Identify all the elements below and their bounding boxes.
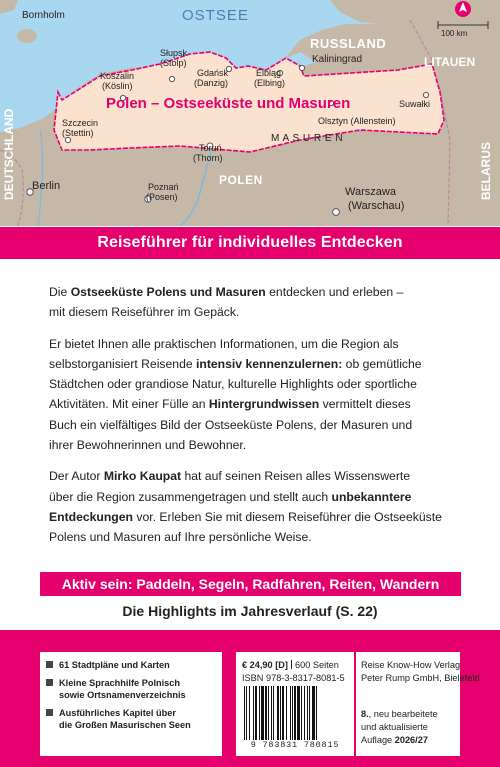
barcode-bar	[277, 686, 279, 740]
barcode-bar	[294, 686, 296, 740]
p2-bold: Hintergrundwissen	[208, 397, 320, 412]
paragraph-3	[49, 466, 459, 547]
barcode-bar	[268, 686, 269, 740]
price-box	[236, 652, 354, 756]
compass-icon	[455, 1, 471, 17]
banner-activities: Aktiv sein: Paddeln, Segeln, Radfahren, Reiten, Wandern	[40, 572, 461, 596]
bullet-square-icon	[46, 679, 53, 686]
barcode-bar	[290, 686, 291, 740]
city-dot-suwalki	[423, 92, 428, 97]
barcode-bar	[292, 686, 293, 740]
label-bornholm: Bornholm	[22, 10, 65, 21]
barcode-bar	[280, 686, 281, 740]
page-count: 600 Seiten	[294, 660, 339, 670]
region-map	[0, 0, 500, 226]
city-dot-szczecin	[65, 137, 70, 142]
feature-line: sowie Ortsnamenverzeichnis	[59, 690, 186, 700]
barcode-bar	[265, 686, 267, 740]
label-region-title: Polen – Ostseeküste und Masuren	[106, 95, 351, 112]
label-torun: Toruń	[199, 143, 222, 153]
feature-line: die Großen Masurischen Seen	[59, 720, 191, 730]
barcode-bar	[312, 686, 315, 740]
label-litauen: LITAUEN	[424, 55, 476, 69]
edition-text: Auflage	[361, 735, 395, 745]
p2-text: Er bietet Ihnen alle praktischen Informationen, um die Region als	[49, 336, 399, 351]
barcode-bar	[304, 686, 305, 740]
p3-text: Der Autor	[49, 469, 104, 484]
feature-item	[46, 707, 191, 731]
bornholm-island	[17, 29, 37, 43]
p1-text: entdecken und erleben –	[265, 285, 404, 299]
label-poznan: Poznań	[148, 182, 179, 192]
barcode-bar	[307, 686, 308, 740]
barcode-bar	[249, 686, 250, 740]
feature-line: Ausführliches Kapitel über	[59, 708, 176, 718]
feature-item	[46, 677, 186, 701]
barcode-bar	[259, 686, 260, 740]
label-gdansk: Gdańsk	[197, 68, 229, 78]
label-gdansk-de: (Danzig)	[194, 78, 229, 88]
publisher-address: Peter Rump GmbH, Bielefeld	[361, 673, 480, 683]
label-koszalin: Koszalin	[100, 71, 135, 81]
edition-line-2: und aktualisierte	[361, 722, 428, 732]
label-suwalki: Suwałki	[399, 99, 431, 109]
label-berlin: Berlin	[32, 180, 61, 192]
barcode-bar	[297, 686, 300, 740]
barcode-bar	[246, 686, 247, 740]
barcode-bar	[271, 686, 272, 740]
edition-line-1	[361, 708, 438, 720]
barcode-bar	[244, 686, 245, 740]
feature-line: 61 Stadtpläne und Karten	[59, 660, 170, 670]
price-line	[242, 659, 339, 671]
barcode	[242, 686, 348, 740]
label-slupsk-de: (Stolp)	[160, 58, 187, 68]
barcode-bar	[301, 686, 302, 740]
label-slupsk: Słupsk	[160, 48, 188, 58]
label-szczecin: Szczecin	[62, 118, 99, 128]
label-kaliningrad: Kaliningrad	[312, 54, 363, 65]
label-russland: RUSSLAND	[310, 36, 387, 51]
label-ostsee: OSTSEE	[182, 7, 249, 24]
p1-bold: Ostseeküste Polens und Masuren	[70, 285, 266, 299]
label-elblag-de: (Elbing)	[254, 78, 286, 88]
highlights-line: Die Highlights im Jahresverlauf (S. 22)	[122, 603, 378, 619]
feature-item	[46, 659, 170, 671]
paragraph-1	[49, 282, 459, 323]
edition-text: , neu bearbeitete	[368, 709, 438, 719]
isbn: ISBN 978-3-8317-8081-5	[242, 673, 345, 683]
p2-text: Städtchen oder grandiose Natur, kulturelle Highlights oder sportliche	[49, 377, 417, 392]
label-poznan-de: (Posen)	[146, 192, 178, 202]
edition-number: 8.	[361, 709, 369, 719]
banner-top: Reiseführer für individuelles Entdecken	[0, 227, 500, 259]
barcode-bar	[309, 686, 310, 740]
p2-text: Aktivitäten. Mit einer Fülle an	[49, 397, 209, 412]
city-dot-warszawa	[333, 209, 340, 216]
description	[49, 282, 459, 559]
barcode-bar	[282, 686, 284, 740]
price: € 24,90 [D]	[242, 660, 288, 670]
p3-text: hat auf seinen Reisen alles Wissenswerte	[181, 469, 411, 484]
features-box	[40, 652, 222, 756]
p1-text: mit diesem Reiseführer im Gepäck.	[49, 305, 240, 320]
barcode-bar	[255, 686, 257, 740]
label-scale: 100 km	[441, 29, 468, 38]
label-koszalin-de: (Köslin)	[102, 81, 133, 91]
label-warszawa: Warszawa	[345, 186, 396, 198]
p3-text: Polens und Masuren auf Ihre persönliche Weise.	[49, 530, 312, 545]
bullet-square-icon	[46, 709, 53, 716]
p1-text: Die	[49, 285, 71, 299]
city-dot-slupsk	[169, 76, 174, 81]
barcode-bar	[261, 686, 264, 740]
p2-text: ob gemütliche	[342, 356, 422, 371]
bullet-square-icon	[46, 661, 53, 668]
p3-bold: Mirko Kaupat	[103, 469, 182, 484]
label-polen: POLEN	[219, 173, 263, 187]
publisher-box	[356, 652, 480, 756]
p2-text: selbstorganisiert Reisende	[49, 356, 197, 371]
p2-text: vermittelt dieses	[319, 397, 411, 412]
feature-line: Kleine Sprachhilfe Polnisch	[59, 678, 180, 688]
label-olsztyn: Olsztyn (Allenstein)	[318, 116, 396, 126]
label-warszawa-de: (Warschau)	[348, 200, 405, 212]
label-szczecin-de: (Stettin)	[62, 128, 94, 138]
barcode-bar	[286, 686, 287, 740]
barcode-bar	[316, 686, 317, 740]
label-masuren: M A S U R E N	[271, 133, 344, 144]
label-torun-de: (Thorn)	[193, 153, 223, 163]
p2-bold: intensiv kennenzulernen:	[196, 356, 343, 371]
p3-text: vor. Erleben Sie mit diesem Reiseführer die Ostseeküste	[132, 509, 442, 524]
barcode-bar	[273, 686, 274, 740]
label-belarus: BELARUS	[479, 141, 493, 200]
p2-text: Buch ein vielfältiges Bild der Ostseeküste Polens, der Masuren und	[49, 417, 413, 432]
label-elblag: Elbląg	[256, 68, 282, 78]
p3-bold: unbekanntere	[331, 489, 412, 504]
p3-bold: Entdeckungen	[49, 509, 133, 524]
city-dot-kaliningrad	[299, 65, 304, 70]
edition-year: 2026/27	[394, 735, 428, 745]
edition-line-3	[361, 734, 428, 746]
label-deutschland: DEUTSCHLAND	[2, 108, 16, 200]
barcode-number: 9 783831 780815	[250, 740, 340, 750]
p3-text: über die Region zusammengetragen und stellt auch	[49, 489, 332, 504]
publisher-name: Reise Know-How Verlag	[361, 660, 461, 670]
barcode-bar	[253, 686, 254, 740]
p2-text: ihrer Bewohnerinnen und Bewohner.	[49, 438, 247, 453]
paragraph-2	[49, 334, 459, 456]
